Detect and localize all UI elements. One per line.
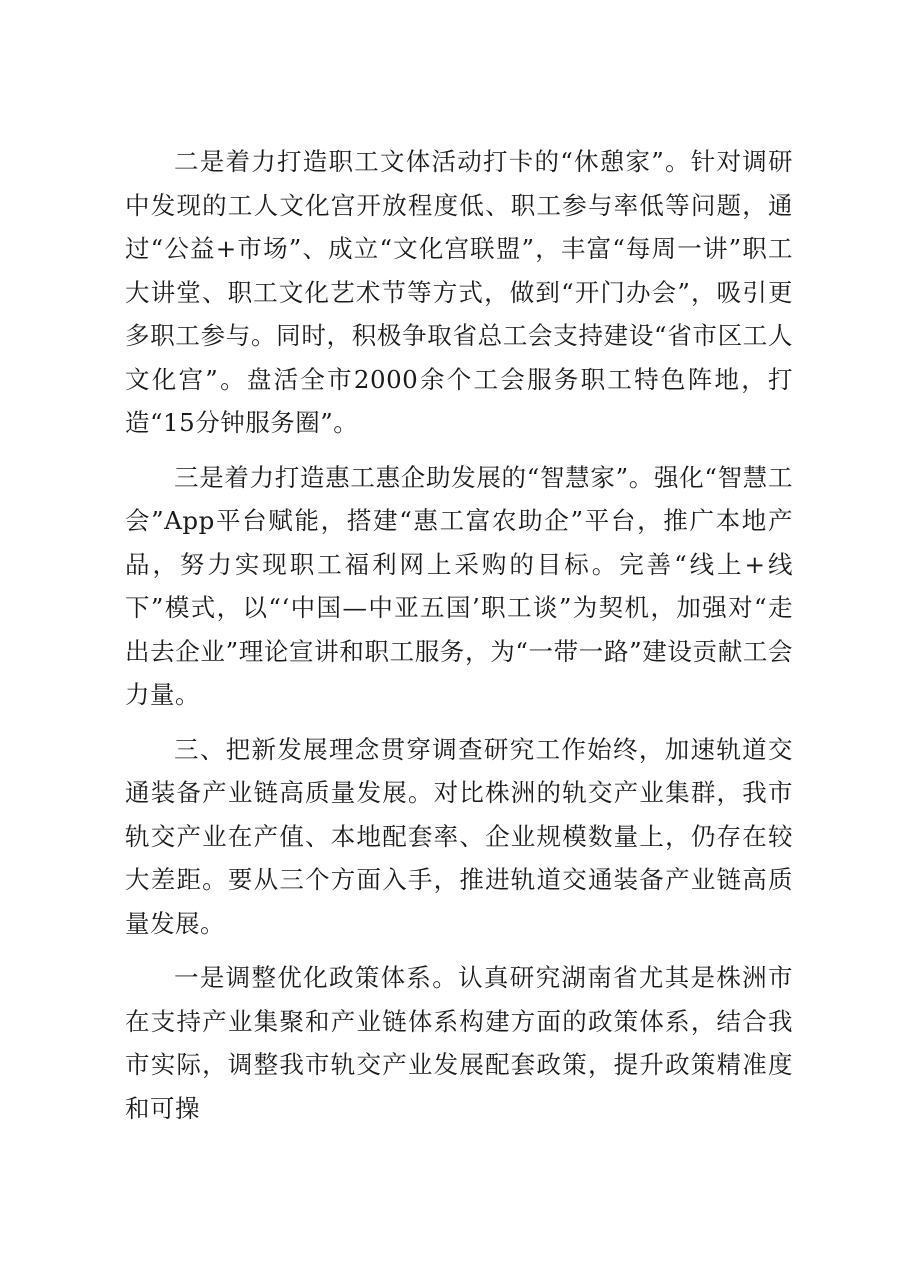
paragraph-policy-system: 一是调整优化政策体系。认真研究湖南省尤其是株洲市在支持产业集聚和产业链体系构建方面的政策体系，结合我市实际，调整我市轨交产业发展配套政策，提升政策精准度和可操 xyxy=(125,963,793,1123)
paragraph-leisure-home: 二是着力打造职工文体活动打卡的“休憩家”。针对调研中发现的工人文化宫开放程度低、职工参与率低等问题，通过“公益+市场”、成立“文化宫联盟”，丰富“每周一讲”职工大讲堂、职工文化艺术节等方式，做到“开门办会”，吸引更多职工参与。同时，积极争取省总工会支持建设“省市区工人文化宫”。盘活全市2000余个工会服务职工特色阵地，打造“15分钟服务圈”。 xyxy=(125,147,793,437)
paragraph-smart-home: 三是着力打造惠工惠企助发展的“智慧家”。强化“智慧工会”App平台赋能，搭建“惠工富农助企”平台，推广本地产品，努力实现职工福利网上采购的目标。完善“线上+线下”模式，以“‘中国—中亚五国’职工谈”为契机，加强对“走出去企业”理论宣讲和职工服务，为“一带一路”建设贡献工会力量。 xyxy=(125,462,793,709)
document-body xyxy=(125,140,793,1130)
paragraph-rail-transit: 三、把新发展理念贯穿调查研究工作始终，加速轨道交通装备产业链高质量发展。对比株洲的轨交产业集群，我市轨交产业在产值、本地配套率、企业规模数量上，仍存在较大差距。要从三个方面入手，推进轨道交通装备产业链高质量发展。 xyxy=(125,734,793,938)
